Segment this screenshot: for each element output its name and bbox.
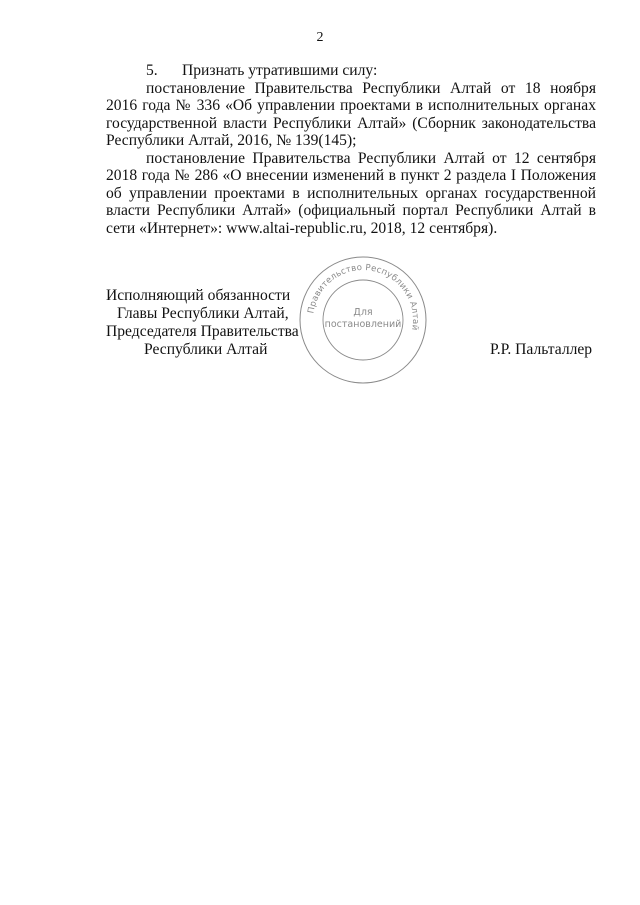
page-number: 2 bbox=[316, 30, 324, 45]
official-stamp bbox=[298, 255, 428, 385]
signatory-title-line-1: Исполняющий обязанности bbox=[106, 287, 291, 304]
signer-name: Р.Р. Пальталлер bbox=[490, 341, 593, 358]
stamp-center-text-1: Для bbox=[353, 307, 373, 318]
document-body bbox=[106, 62, 596, 237]
item-number: 5. bbox=[146, 62, 158, 79]
signatory-title-line-4: Республики Алтай bbox=[144, 341, 268, 358]
stamp-outer-text: Правительство Республики Алтай bbox=[306, 262, 421, 332]
paragraph-repealed-2: постановление Правительства Республики Алтай от 12 сентября 2018 года № 286 «О внесении изменений в пункт 2 раздела I Положения об управлении проектами в исполнительных органах государственной власти Республики Алтай» (официальный портал Республики Алтай в сети «Интернет»: www.altai-republic.ru, 2018, 12 сентября). bbox=[106, 149, 596, 237]
signatory-title bbox=[106, 287, 306, 359]
item-heading bbox=[106, 62, 596, 80]
signatory-title-line-3: Председателя Правительства bbox=[106, 323, 299, 340]
paragraph-repealed-1: постановление Правительства Республики Алтай от 18 ноября 2016 года № 336 «Об управлении проектами в исполнительных органах государственной власти Республики Алтай» (Сборник законодательства Республики Алтай, 2016, № 139(145); bbox=[106, 79, 596, 149]
item-heading-text: Признать утратившими силу: bbox=[182, 62, 378, 79]
stamp-center-text-2: постановлений bbox=[324, 319, 402, 330]
signatory-title-line-2: Главы Республики Алтай, bbox=[117, 305, 289, 322]
